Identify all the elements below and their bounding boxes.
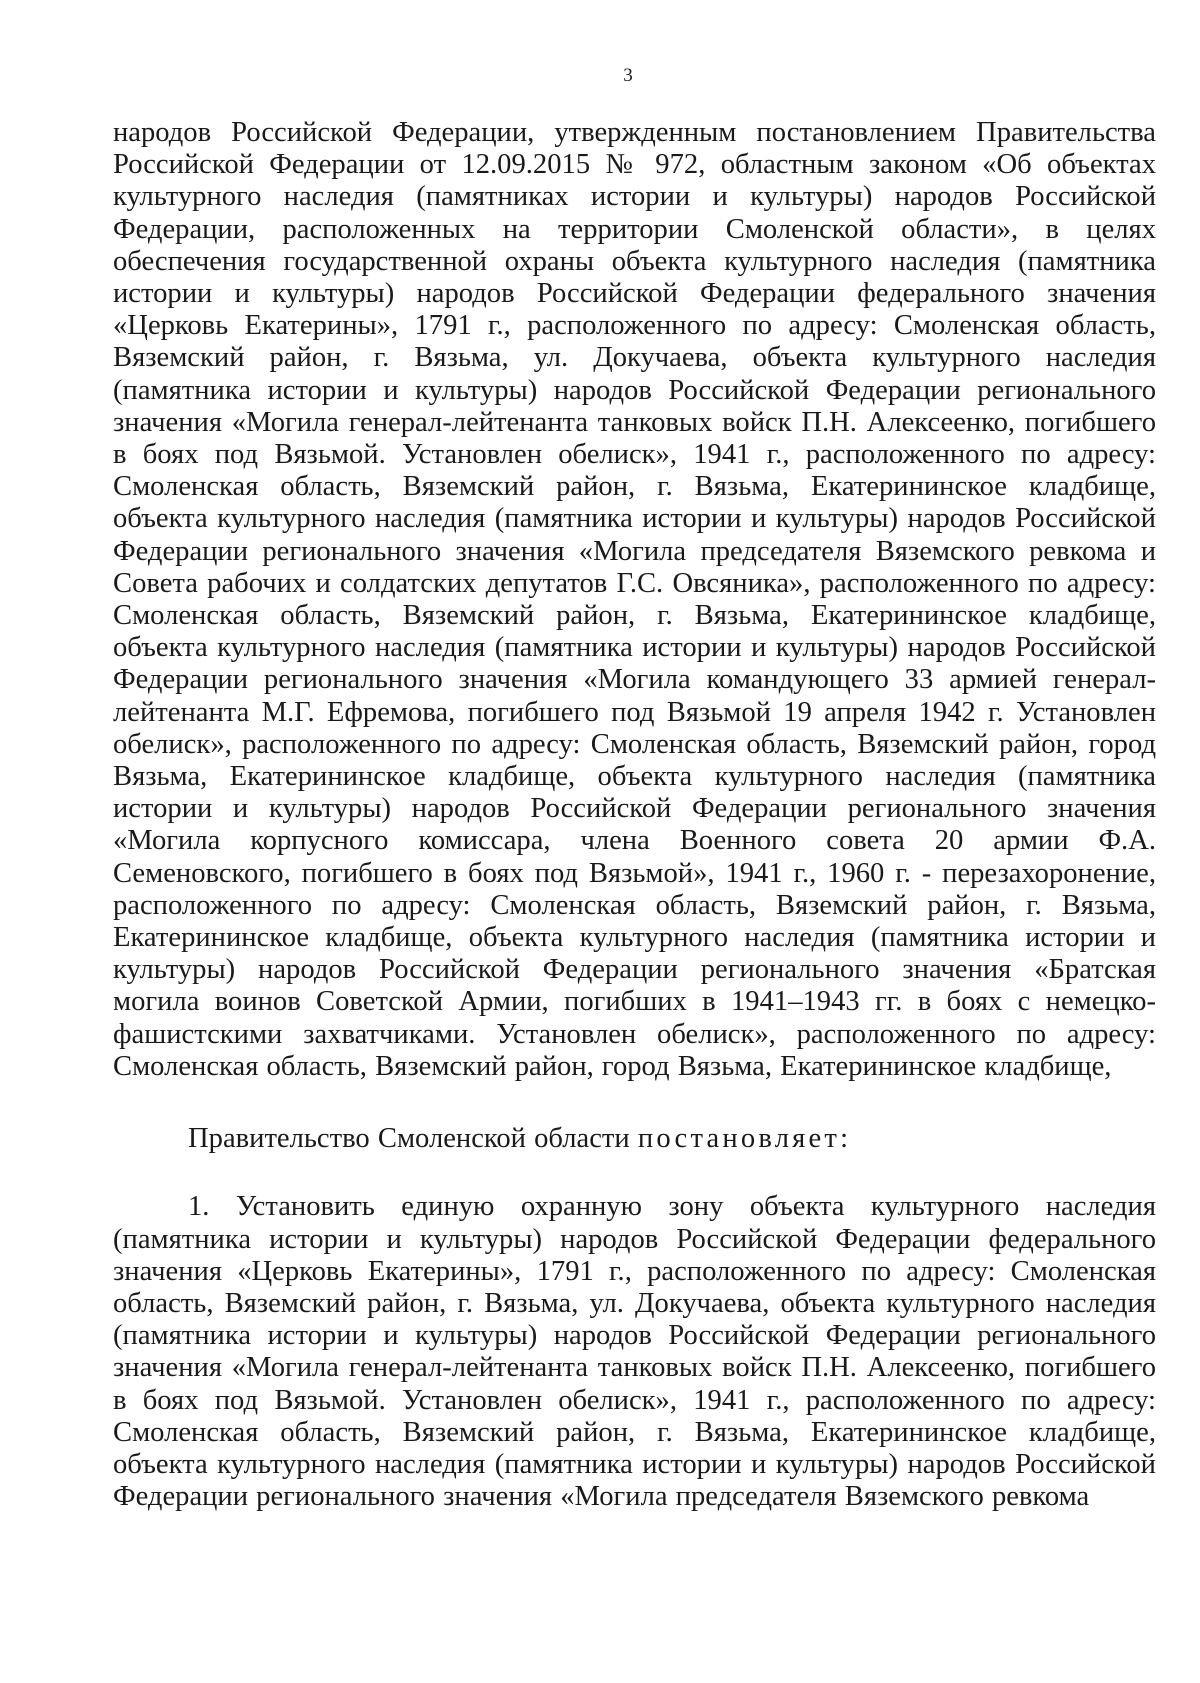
preamble-paragraph: народов Российской Федерации, утвержденным постановлением Правительства Российской Федерации от 12.09.2015 № 972, областным законом «Об объектах культурного наследия (памятниках истории и культуры) народов Российской Федерации, расположенных на территории Смоленской области», в целях обеспечения государственной охраны объекта культурного наследия (памятника истории и культуры) народов Российской Федерации федерального значения «Церковь Екатерины», 1791 г., расположенного по адресу: Смоленская область, Вяземский район, г. Вязьма, ул. Докучаева, объекта культурного наследия (памятника истории и культуры) народов Российской Федерации регионального значения «Могила генерал-лейтенанта танковых войск П.Н. Алексеенко, погибшего в боях под Вязьмой. Установлен обелиск», 1941 г., расположенного по адресу: Смоленская область, Вяземский район, г. Вязьма, Екатерининское кладбище, объекта культурного наследия (памятника истории и культуры) народов Российской Федерации регионального значения «Могила председателя Вяземского ревкома и Совета рабочих и солдатских депутатов Г.С. Овсяника», расположенного по адресу: Смоленская область, Вяземский район, г. Вязьма, Екатерининское кладбище, объекта культурного наследия (памятника истории и культуры) народов Российской Федерации регионального значения «Могила командующего 33 армией генерал-лейтенанта М.Г. Ефремова, погибшего под Вязьмой 19 апреля 1942 г. Установлен обелиск», расположенного по адресу: Смоленская область, Вяземский район, город Вязьма, Екатерининское кладбище, объекта культурного наследия (памятника истории и культуры) народов Российской Федерации регионального значения «Могила корпусного комиссара, члена Военного совета 20 армии Ф.А. Семеновского, погибшего в боях под Вязьмой», 1941 г., 1960 г. - перезахоронение, расположенного по адресу: Смоленская область, Вяземский район, г. Вязьма, Екатерининское кладбище, объекта культурного наследия (памятника истории и культуры) народов Российской Федерации регионального значения «Братская могила воинов Советской Армии, погибших в 1941–1943 гг. в боях с немецко-фашистскими захватчиками. Установлен обелиск», расположенного по адресу: Смоленская область, Вяземский район, город Вязьма, Екатерининское кладбище, (113, 117, 1156, 1082)
decree-verb: постановляет: (637, 1123, 852, 1155)
decree-paragraph (113, 1123, 1156, 1155)
item-1-paragraph: 1. Установить единую охранную зону объекта культурного наследия (памятника истории и культуры) народов Российской Федерации федерального значения «Церковь Екатерины», 1791 г., расположенного по адресу: Смоленская область, Вяземский район, г. Вязьма, ул. Докучаева, объекта культурного наследия (памятника истории и культуры) народов Российской Федерации регионального значения «Могила генерал-лейтенанта танковых войск П.Н. Алексеенко, погибшего в боях под Вязьмой. Установлен обелиск», 1941 г., расположенного по адресу: Смоленская область, Вяземский район, г. Вязьма, Екатерининское кладбище, объекта культурного наследия (памятника истории и культуры) народов Российской Федерации регионального значения «Могила председателя Вяземского ревкома (113, 1191, 1156, 1513)
document-body (113, 117, 1156, 1513)
page-number: 3 (623, 65, 633, 86)
decree-subject: Правительство Смоленской области (188, 1123, 630, 1155)
